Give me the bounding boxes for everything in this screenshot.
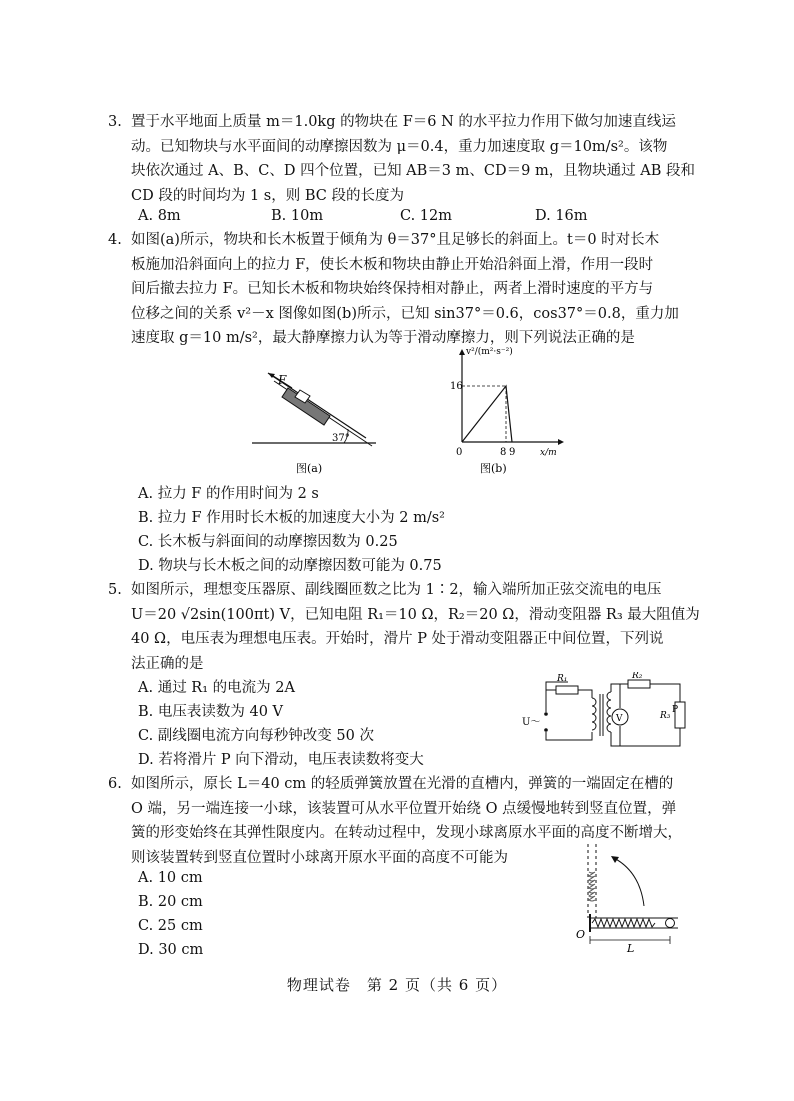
u-label: U～: [522, 717, 541, 728]
wire: [546, 732, 592, 740]
terminal: [544, 712, 548, 716]
r2-label: R₂: [632, 672, 643, 681]
page-footer: 物理试卷 第 2 页（共 6 页）: [286, 976, 508, 994]
transformer-circuit: [520, 672, 686, 754]
wire: [578, 690, 592, 698]
option-c[interactable]: C. 25 cm: [138, 918, 203, 934]
figure-a-incline: [248, 368, 384, 478]
figure-b-caption: 图(b): [480, 462, 507, 475]
question-text-line: 40 Ω，电压表为理想电压表。开始时，滑片 P 处于滑动变阻器正中间位置，下列说: [131, 631, 664, 647]
option-a[interactable]: A. 10 cm: [138, 870, 203, 886]
graph-line: [462, 386, 512, 442]
question-5: [108, 578, 700, 676]
option-d[interactable]: D. 30 cm: [138, 942, 204, 958]
question-text-line: 如图所示，理想变压器原、副线圈匝数之比为 1∶2，输入端所加正弦交流电的电压: [131, 582, 662, 598]
question-text-line: 速度取 g＝10 m/s²，最大静摩擦力认为等于滑动摩擦力，则下列说法正确的是: [131, 330, 635, 346]
tick-label-origin: 0: [456, 447, 463, 458]
tick-label-8: 8: [500, 447, 507, 458]
question-number: 4.: [108, 232, 122, 248]
spring-groove-figure: [574, 842, 684, 954]
question-text-line: 块依次通过 A、B、C、D 四个位置，已知 AB＝3 m、CD＝9 m，且物块通过 AB 段和: [131, 163, 696, 179]
horizontal-spring: [592, 919, 655, 927]
question-text-line: 置于水平地面上质量 m＝1.0kg 的物块在 F＝6 N 的水平拉力作用下做匀加速直线运: [131, 114, 676, 130]
q3-options: [138, 204, 698, 229]
y-axis-label: v²/(m²·s⁻²): [466, 347, 513, 357]
question-text-line: 间后撤去拉力 F。已知长木板和物块始终保持相对静止，两者上滑时速度的平方与: [131, 281, 654, 297]
ball: [666, 919, 675, 928]
voltmeter-label: V: [616, 714, 623, 724]
question-text-line: O 端，另一端连接一小球，该装置可从水平位置开始绕 O 点缓慢地转到竖直位置，弹: [131, 800, 677, 817]
r3-label: R₃: [660, 711, 671, 721]
secondary-coil: [607, 692, 611, 732]
question-3: [108, 110, 696, 208]
question-text-line: 簧的形变始终在其弹性限度内。在转动过程中，发现小球离原水平面的高度不断增大，: [131, 825, 682, 841]
r1-label: R₁: [557, 674, 568, 684]
y-axis-arrow: [459, 349, 465, 355]
question-text-line: 法正确的是: [131, 655, 204, 672]
x-axis-label: x/m: [540, 448, 557, 458]
option-a[interactable]: A. 8m: [138, 208, 181, 224]
question-text-line: 板施加沿斜面向上的拉力 F，使长木板和物块由静止开始沿斜面上滑，作用一段时: [131, 256, 654, 273]
option-a[interactable]: A. 通过 R₁ 的电流为 2A: [138, 680, 295, 696]
rotation-arrow: [614, 858, 644, 906]
option-b[interactable]: B. 电压表读数为 40 V: [138, 704, 284, 720]
option-b[interactable]: B. 10m: [271, 208, 324, 224]
length-label: L: [627, 942, 635, 954]
option-c[interactable]: C. 长木板与斜面间的动摩擦因数为 0.25: [138, 534, 398, 550]
rotation-arrowhead: [611, 856, 619, 863]
question-text-line: 如图所示，原长 L＝40 cm 的轻质弹簧放置在光滑的直槽内，弹簧的一端固定在槽的: [131, 776, 674, 792]
option-a[interactable]: A. 拉力 F 的作用时间为 2 s: [138, 486, 319, 502]
question-text-line: 动。已知物块与水平面间的动摩擦因数为 μ＝0.4，重力加速度取 g＝10m/s²。该物: [131, 138, 668, 155]
terminal: [544, 728, 548, 732]
question-number: 3.: [108, 114, 122, 130]
wire: [611, 728, 680, 746]
resistor-r2: [628, 680, 650, 688]
tick-label-16: 16: [450, 381, 463, 392]
force-label: F: [278, 373, 287, 387]
slider-label: P: [672, 705, 679, 715]
option-c[interactable]: C. 副线圈电流方向每秒钟改变 50 次: [138, 728, 374, 744]
question-text-line: 如图(a)所示，物块和长木板置于倾角为 θ＝37°且足够长的斜面上。t＝0 时对长木: [131, 232, 660, 248]
option-d[interactable]: D. 16m: [535, 208, 588, 224]
x-axis-arrow: [558, 439, 564, 445]
vertical-spring-dashed: [589, 872, 595, 901]
angle-label: 37°: [332, 433, 350, 444]
tick-label-9: 9: [509, 447, 516, 458]
question-text-line: CD 段的时间均为 1 s，则 BC 段的长度为: [131, 187, 404, 204]
option-b[interactable]: B. 拉力 F 作用时长木板的加速度大小为 2 m/s²: [138, 510, 445, 526]
point-o-label: O: [576, 928, 586, 941]
figure-a-caption: 图(a): [296, 462, 323, 475]
option-d[interactable]: D. 若将滑片 P 向下滑动，电压表读数将变大: [138, 752, 424, 768]
question-4: [108, 228, 686, 351]
question-number: 5.: [108, 582, 122, 598]
question-text-line: 位移之间的关系 v²－x 图像如图(b)所示，已知 sin37°＝0.6，cos37°＝0.8，重力加: [131, 305, 679, 322]
primary-coil: [592, 698, 596, 730]
question-number: 6.: [108, 776, 122, 792]
option-d[interactable]: D. 物块与长木板之间的动摩擦因数可能为 0.75: [138, 558, 442, 574]
resistor-r1: [556, 686, 578, 694]
option-b[interactable]: B. 20 cm: [138, 894, 203, 910]
question-text-line: 则该装置转到竖直位置时小球离开原水平面的高度不可能为: [131, 849, 508, 866]
figure-b-graph: [450, 346, 570, 478]
question-text-line: U＝20 √2sin(100πt) V，已知电阻 R₁＝10 Ω，R₂＝20 Ω，滑动变阻器 R₃ 最大阻值为: [131, 606, 700, 623]
option-c[interactable]: C. 12m: [400, 208, 452, 224]
